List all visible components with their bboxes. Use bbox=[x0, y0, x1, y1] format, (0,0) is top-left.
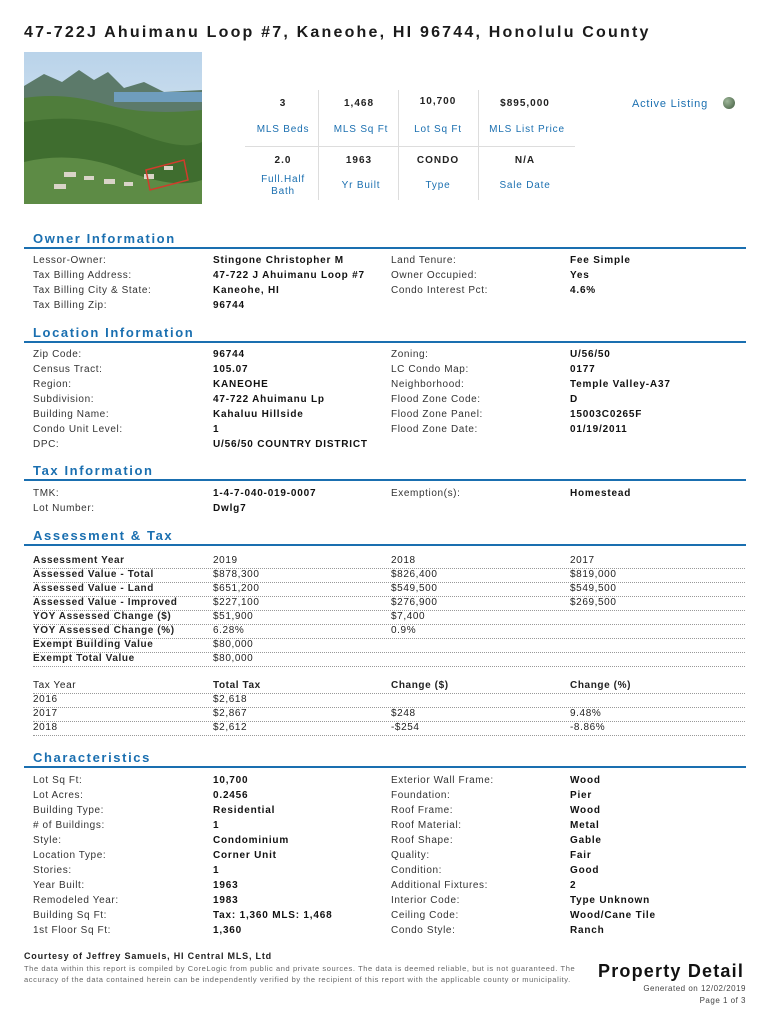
stat-type-value: CONDO bbox=[416, 155, 460, 166]
characteristics-right-values: Wood Pier Wood Metal Gable Fair Good 2 Type Unknown Wood/Cane Tile Ranch bbox=[570, 775, 656, 936]
owner-right-labels: Land Tenure: Owner Occupied: Condo Interest Pct: bbox=[391, 255, 489, 296]
owner-values: Stingone Christopher M 47-722 J Ahuimanu Loop #7 Kaneohe, HI 96744 bbox=[213, 255, 365, 311]
location-right-values: U/56/50 0177 Temple Valley-A37 D 15003C0265F 01/19/2011 bbox=[570, 349, 671, 435]
table-row: Tax Year Total Tax Change ($) Change (%) bbox=[33, 679, 745, 694]
property-photo bbox=[24, 52, 202, 204]
table-row: Exempt Building Value $80,000 bbox=[33, 638, 745, 653]
owner-heading: Owner Information bbox=[33, 231, 176, 246]
listing-status: Active Listing bbox=[632, 98, 709, 110]
table-row: YOY Assessed Change ($) $51,900 $7,400 bbox=[33, 610, 745, 625]
stat-bath-value: 2.0 bbox=[274, 155, 292, 166]
characteristics-heading: Characteristics bbox=[33, 750, 151, 765]
report-title: Property Detail bbox=[598, 961, 745, 981]
section-rule bbox=[24, 766, 746, 768]
stat-yr-value: 1963 bbox=[345, 155, 373, 166]
table-row: 2018 $2,612 -$254 -8.86% bbox=[33, 721, 745, 736]
assessment-heading: Assessment & Tax bbox=[33, 528, 174, 543]
divider bbox=[318, 90, 319, 200]
table-row: Assessed Value - Improved $227,100 $276,900 $269,500 bbox=[33, 596, 745, 611]
divider bbox=[245, 146, 575, 147]
section-rule bbox=[24, 479, 746, 481]
courtesy-line: Courtesy of Jeffrey Samuels, HI Central MLS, Ltd bbox=[24, 951, 272, 961]
table-row: Exempt Total Value $80,000 bbox=[33, 652, 745, 667]
stat-yr-label: Yr Built bbox=[341, 180, 381, 191]
stat-beds-label: MLS Beds bbox=[256, 124, 310, 135]
table-row: Assessed Value - Land $651,200 $549,500 $549,500 bbox=[33, 582, 745, 597]
stat-sqft-value: 1,468 bbox=[343, 98, 375, 109]
stat-sqft-label: MLS Sq Ft bbox=[333, 124, 389, 135]
characteristics-right-labels: Exterior Wall Frame: Foundation: Roof Frame: Roof Material: Roof Shape: Quality: Condition: Additional Fixtures: Interior Code: Ceiling Code: Condo Style: bbox=[391, 775, 494, 936]
table-row: 2016 $2,618 bbox=[33, 693, 745, 708]
page-number: Page 1 of 3 bbox=[699, 996, 746, 1005]
stat-bath-label: Full.Half Bath bbox=[261, 174, 305, 197]
disclaimer: The data within this report is compiled by CoreLogic from public and private sources. The data is deemed reliable, but is not guaranteed. The accuracy of the data contained herein can be independently verified by the recipient of this report with the applicable county or municipality. bbox=[24, 964, 576, 984]
stat-price-label: MLS List Price bbox=[489, 124, 565, 135]
characteristics-labels: Lot Sq Ft: Lot Acres: Building Type: # of Buildings: Style: Location Type: Stories: Year Built: Remodeled Year: Building Sq Ft: 1st Floor Sq Ft: bbox=[33, 775, 119, 936]
table-row: Assessed Value - Total $878,300 $826,400 $819,000 bbox=[33, 568, 745, 583]
owner-labels: Lessor-Owner: Tax Billing Address: Tax Billing City & State: Tax Billing Zip: bbox=[33, 255, 152, 311]
property-photo-image bbox=[24, 52, 202, 204]
table-row: 2017 $2,867 $248 9.48% bbox=[33, 707, 745, 722]
characteristics-values: 10,700 0.2456 Residential 1 Condominium Corner Unit 1 1963 1983 Tax: 1,360 MLS: 1,468 1,360 bbox=[213, 775, 333, 936]
status-indicator-icon bbox=[723, 97, 735, 109]
tax-labels: TMK: Lot Number: bbox=[33, 488, 95, 514]
section-rule bbox=[24, 341, 746, 343]
generated-date: Generated on 12/02/2019 bbox=[643, 984, 746, 993]
tax-right-values: Homestead bbox=[570, 488, 632, 499]
tax-heading: Tax Information bbox=[33, 463, 154, 478]
location-heading: Location Information bbox=[33, 325, 195, 340]
section-rule bbox=[24, 544, 746, 546]
section-rule bbox=[24, 247, 746, 249]
stat-sale-value: N/A bbox=[514, 155, 536, 166]
table-row: Assessment Year 2019 2018 2017 bbox=[33, 554, 745, 569]
stat-sale-label: Sale Date bbox=[499, 180, 551, 191]
stat-price-value: $895,000 bbox=[500, 98, 550, 109]
table-row: YOY Assessed Change (%) 6.28% 0.9% bbox=[33, 624, 745, 639]
page-title: 47-722J Ahuimanu Loop #7, Kaneohe, HI 96744, Honolulu County bbox=[24, 24, 651, 41]
owner-right-values: Fee Simple Yes 4.6% bbox=[570, 255, 631, 296]
location-values: 96744 105.07 KANEOHE 47-722 Ahuimanu Lp Kahaluu Hillside 1 U/56/50 COUNTRY DISTRICT bbox=[213, 349, 368, 450]
stat-lot-label: Lot Sq Ft bbox=[414, 124, 462, 135]
stat-beds-value: 3 bbox=[279, 98, 287, 109]
divider bbox=[478, 90, 479, 200]
stat-lot-value: 10,700 bbox=[419, 96, 457, 107]
stat-type-label: Type bbox=[425, 180, 451, 191]
location-labels: Zip Code: Census Tract: Region: Subdivision: Building Name: Condo Unit Level: DPC: bbox=[33, 349, 123, 450]
tax-right-labels: Exemption(s): bbox=[391, 488, 461, 499]
tax-values: 1-4-7-040-019-0007 Dwlg7 bbox=[213, 488, 317, 514]
location-right-labels: Zoning: LC Condo Map: Neighborhood: Flood Zone Code: Flood Zone Panel: Flood Zone Date: bbox=[391, 349, 483, 435]
